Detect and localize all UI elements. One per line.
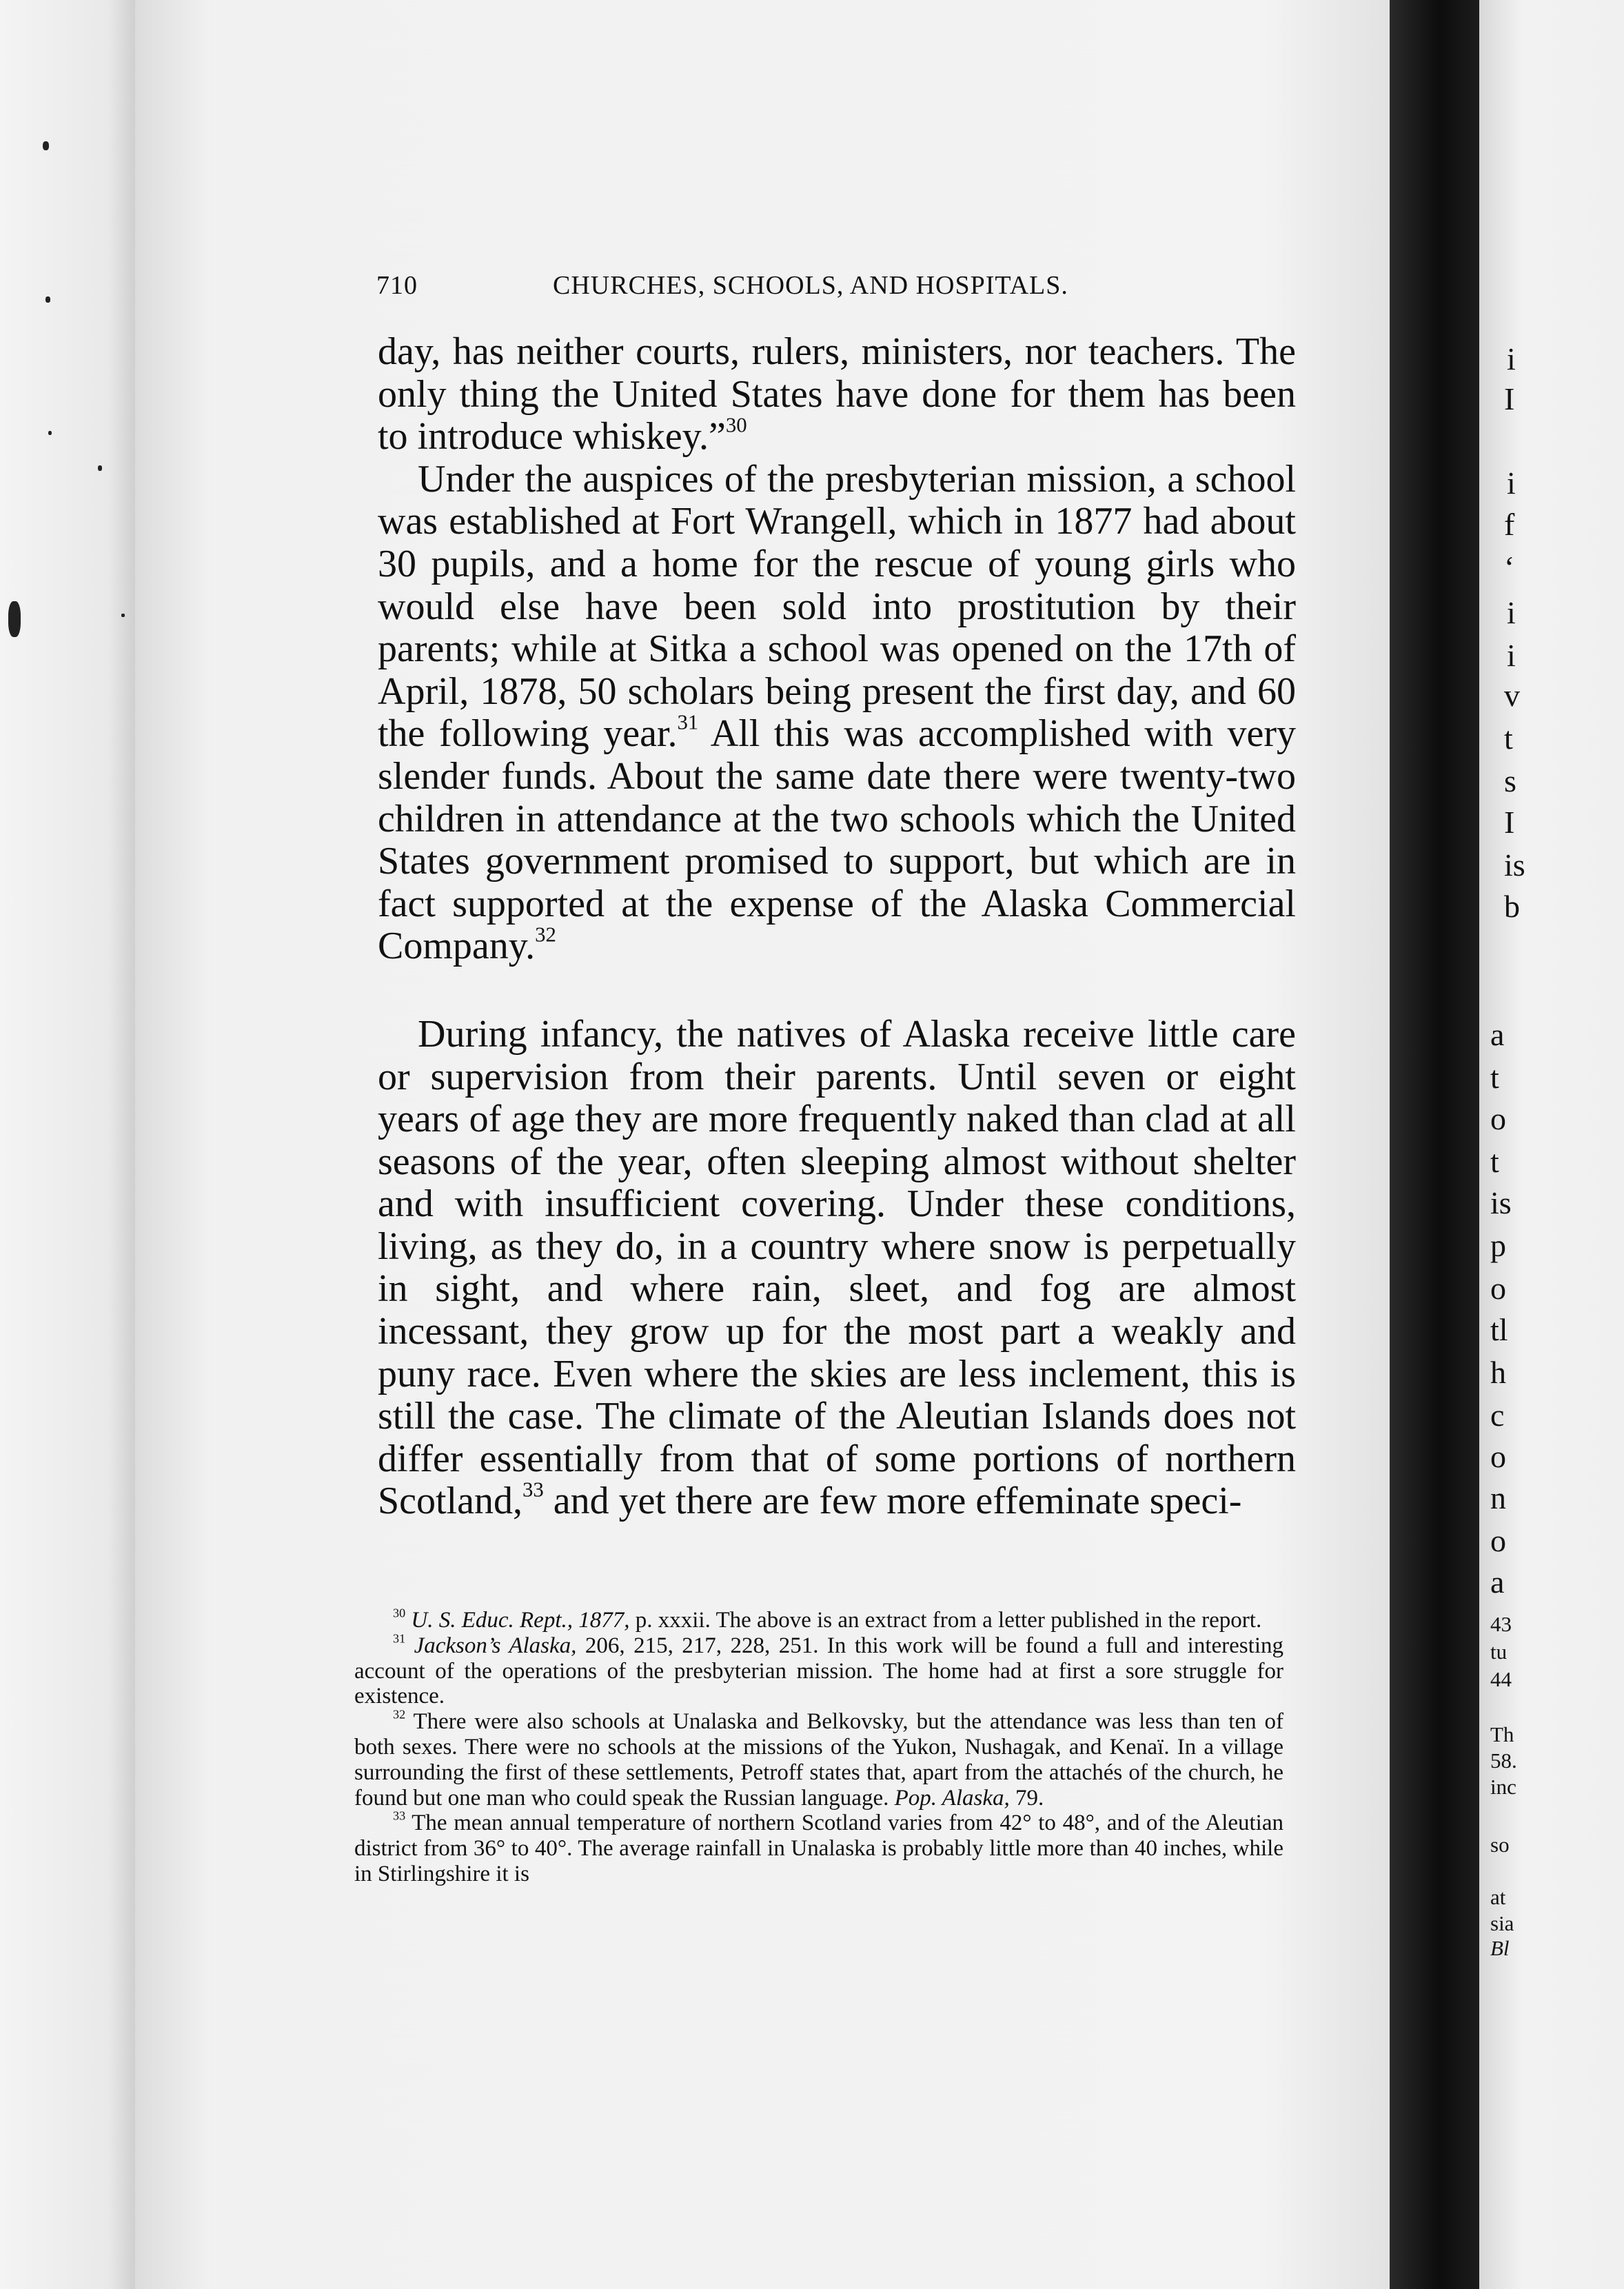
margin-speck: [43, 141, 49, 150]
footnote-marker: 31: [677, 710, 699, 734]
footnote-31: [354, 1633, 1283, 1709]
footnote-text: p. xxxii. The above is an extract from a letter published in the report.: [629, 1608, 1262, 1633]
facing-page-fragment: tl: [1490, 1312, 1508, 1347]
margin-blot: [8, 601, 21, 637]
margin-speck: [121, 614, 125, 617]
footnote-marker: 30: [725, 413, 747, 437]
footnote-32: [354, 1709, 1283, 1811]
facing-page-edge: [1479, 0, 1624, 2289]
facing-page-fragment: t: [1490, 1060, 1499, 1095]
left-scan-margin: [0, 0, 135, 2289]
facing-page-fragment: s: [1504, 763, 1516, 798]
facing-page-fragment: f: [1504, 507, 1515, 542]
margin-speck: [45, 296, 50, 303]
facing-page-fragment: Th: [1490, 1722, 1514, 1746]
footnote-citation: Jackson’s Alaska,: [414, 1633, 577, 1658]
paragraph-text: and yet there are few more effeminate speci-: [543, 1480, 1242, 1523]
paragraph-text: All this was accomplished with very slender funds. About the same date there were twenty-two children in attendance at the two schools which the United States government promised to support, but which are in fact supported at the expense of the Alaska Commercial Company.: [378, 712, 1296, 968]
paragraph-3: [378, 1014, 1296, 1523]
facing-page-fragment: I: [1504, 381, 1515, 416]
facing-page-fragment: i: [1507, 465, 1516, 501]
facing-page-fragment: p: [1490, 1228, 1506, 1263]
paragraph-2: [378, 458, 1296, 968]
page-header-title: CHURCHES, SCHOOLS, AND HOSPITALS.: [553, 271, 1068, 300]
footnotes: [354, 1608, 1283, 1887]
paragraph-text: Under the auspices of the presbyterian mission, a school was established at Fort Wrangell, which in 1877 had about 30 pupils, and a home for the rescue of young girls who would else have been sold into prostitution by their parents; while at Sitka a school was opened on the 17th of April, 1878, 50 scholars being present the first day, and 60 the following year.: [378, 457, 1296, 756]
footnote-citation: Pop. Alaska,: [894, 1785, 1010, 1811]
facing-page-fragment: i: [1507, 638, 1516, 673]
facing-page-fragment: n: [1490, 1480, 1506, 1515]
margin-speck: [48, 431, 52, 435]
footnote-text: 206, 215, 217, 228, 251. In this work will be found a full and interesting account of the operations of the presbyterian mission. The home had at first a sore struggle for existence.: [354, 1633, 1283, 1709]
facing-page-fragment: 43: [1490, 1612, 1512, 1636]
facing-page-fragment: a: [1490, 1564, 1505, 1600]
facing-page-fragment: I: [1504, 805, 1515, 840]
facing-page-fragment: 58.: [1490, 1748, 1517, 1773]
footnote-33: [354, 1808, 1283, 1886]
facing-page-fragment: c: [1490, 1398, 1505, 1433]
facing-page-fragment: 44: [1490, 1667, 1512, 1691]
facing-page-fragment: o: [1490, 1101, 1506, 1136]
facing-page-fragment: t: [1490, 1144, 1499, 1179]
footnote-number: 31: [393, 1631, 406, 1646]
facing-page-fragment: sia: [1490, 1911, 1514, 1935]
facing-page-fragment: inc: [1490, 1775, 1516, 1799]
paragraph-1: [378, 331, 1296, 458]
page-number: 710: [376, 271, 418, 300]
paragraph-text: During infancy, the natives of Alaska receive little care or supervision from their parents. Until seven or eight years of age they are more frequently naked than clad at all seasons of the year, often sleeping almost without shelter and with insufficient covering. Under these conditions, living, as they do, in a country where snow is perpetually in sight, and where rain, sleet, and fog are almost incessant, they grow up for the most part a weakly and puny race. Even where the skies are less inclement, this is still the case. The climate of the Aleutian Islands does not differ essentially from that of some portions of northern Scotland,: [378, 1012, 1296, 1523]
facing-page-fragment: is: [1490, 1185, 1512, 1220]
body-text: [378, 331, 1296, 1523]
footnote-number: 32: [393, 1707, 406, 1722]
footnote-citation: U. S. Educ. Rept., 1877,: [411, 1608, 630, 1633]
facing-page-fragment: at: [1490, 1885, 1506, 1909]
book-gutter: [1390, 0, 1479, 2289]
facing-page-fragment: h: [1490, 1355, 1506, 1390]
facing-page-fragment: so: [1490, 1833, 1510, 1857]
footnote-30: [354, 1608, 1283, 1633]
facing-page-fragment: ‘: [1504, 549, 1515, 585]
facing-page-fragment: o: [1490, 1271, 1506, 1306]
paragraph-text: day, has neither courts, rulers, ministers, nor teachers. The only thing the United States have done for them has been to introduce whiskey.”: [378, 330, 1296, 458]
margin-speck: [98, 465, 102, 471]
facing-page-fragment: Bl: [1490, 1936, 1510, 1960]
facing-page-fragment: i: [1507, 595, 1516, 630]
facing-page-fragment: tu: [1490, 1640, 1508, 1664]
footnote-marker: 33: [522, 1478, 544, 1502]
facing-page-fragment: a: [1490, 1017, 1505, 1052]
facing-page-fragment: is: [1504, 847, 1525, 883]
facing-page-fragment: i: [1507, 341, 1516, 376]
footnote-number: 30: [393, 1606, 406, 1620]
facing-page-fragment: b: [1504, 889, 1520, 924]
footnote-text: The mean annual temperature of northern Scotland varies from 42° to 48°, and of the Aleutian district from 36° to 40°. The average rainfall in Unalaska is probably little more than 40 inches, while in Stirlingshire it is: [354, 1811, 1283, 1886]
facing-page-fragment: t: [1504, 720, 1513, 756]
running-header: [376, 270, 1135, 312]
footnote-marker: 32: [535, 922, 556, 947]
facing-page-fragment: o: [1490, 1523, 1506, 1558]
footnote-text: 79.: [1009, 1785, 1044, 1811]
footnote-number: 33: [393, 1808, 406, 1823]
facing-page-fragment: v: [1504, 678, 1520, 713]
footnote-text: There were also schools at Unalaska and Belkovsky, but the attendance was less than ten of both sexes. There were no schools at the missions of the Yukon, Nushagak, and Kenaï. In a village surrounding the first of these settlements, Petroff states that, apart from the attachés of the church, he found but one man who could speak the Russian language.: [354, 1709, 1283, 1811]
facing-page-fragment: o: [1490, 1439, 1506, 1474]
